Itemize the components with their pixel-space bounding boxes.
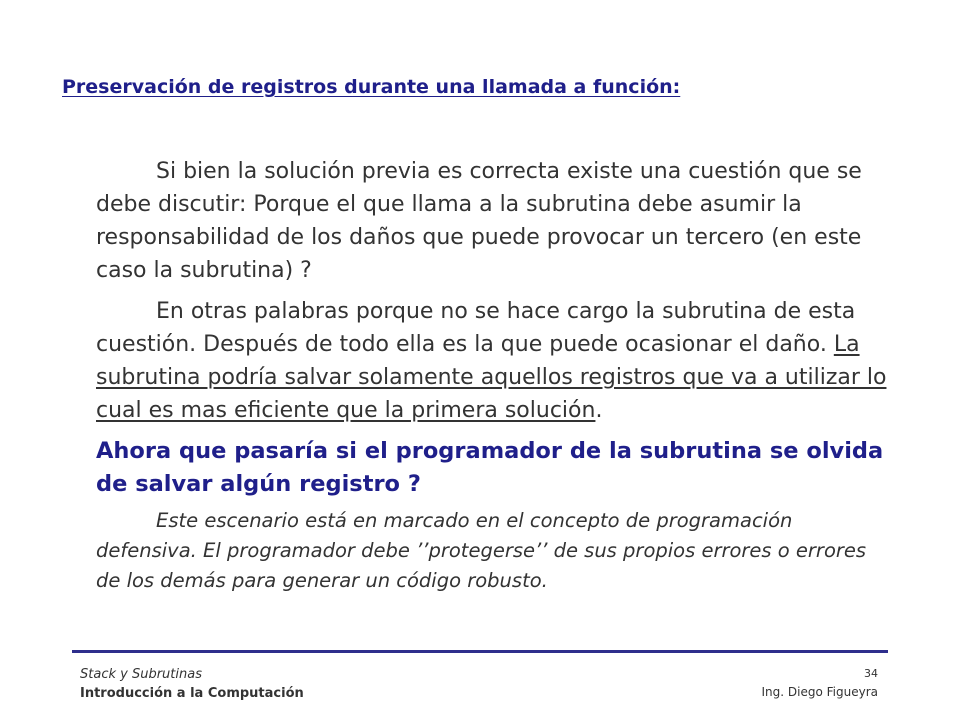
paragraph-1: Si bien la solución previa es correcta existe una cuestión que se debe discutir: Porque el que llama a la subrutina debe asumir la responsabilidad de los daños que puede provocar un tercero (en este caso la subrutina) ? xyxy=(96,159,862,283)
paragraph-2-text: En otras palabras porque no se hace cargo la subrutina de esta cuestión. Después de todo ella es la que puede ocasionar el daño. xyxy=(96,299,856,357)
page-number: 34 xyxy=(864,667,878,680)
slide-title: Preservación de registros durante una llamada a función: xyxy=(62,76,681,98)
author-name: Ing. Diego Figueyra xyxy=(761,685,878,699)
footer-left xyxy=(80,666,304,704)
paragraph-2 xyxy=(96,295,896,427)
paragraph-2-underlined-text: La subrutina podría salvar solamente aquellos registros que va a utilizar lo cual es mas eficiente que la primera solución xyxy=(96,332,887,423)
question-heading: Ahora que pasaría si el programador de la subrutina se olvida de salvar algún registro ? xyxy=(96,438,884,497)
defensive-programming-note: Este escenario está en marcado en el concepto de programación defensiva. El programador debe ’’protegerse’’ de sus propios errores o errores de los demás para generar un código robusto. xyxy=(96,509,867,592)
slide-body xyxy=(96,155,896,596)
footer-course-title: Introducción a la Computación xyxy=(80,686,304,701)
paragraph-2-period: . xyxy=(595,398,603,423)
footer-section-title: Stack y Subrutinas xyxy=(80,667,202,682)
footer-divider xyxy=(72,650,888,653)
footer-right xyxy=(762,666,878,702)
